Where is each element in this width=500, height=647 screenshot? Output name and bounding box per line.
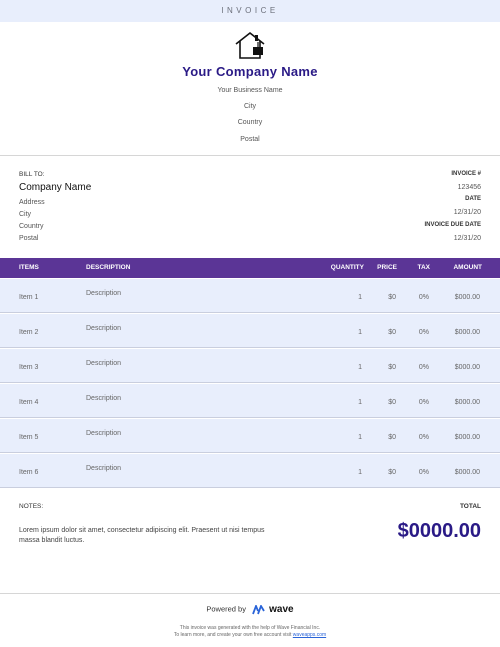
- table-row: [0, 349, 500, 383]
- row-item: Item 6: [19, 469, 39, 476]
- table-row: [0, 384, 500, 418]
- row-tax: 0%: [418, 329, 429, 336]
- total-label: TOTAL: [459, 503, 481, 510]
- invoice-date-label: DATE: [465, 196, 481, 202]
- invoice-number: 123456: [457, 184, 481, 191]
- column-header-items: ITEMS: [19, 264, 39, 271]
- row-description: Description: [86, 325, 122, 332]
- row-item: Item 2: [19, 329, 39, 336]
- row-amount: $000.00: [454, 469, 480, 476]
- row-quantity: 1: [358, 469, 362, 476]
- row-price: $0: [388, 364, 396, 371]
- row-amount: $000.00: [454, 329, 480, 336]
- table-row: [0, 419, 500, 453]
- row-tax: 0%: [418, 434, 429, 441]
- column-header-description: DESCRIPTION: [86, 264, 131, 271]
- row-item: Item 1: [19, 294, 39, 301]
- bill-to-company: Company Name: [19, 182, 92, 193]
- row-quantity: 1: [358, 399, 362, 406]
- bill-to-postal: Postal: [19, 235, 39, 242]
- row-price: $0: [388, 329, 396, 336]
- bill-to-city: City: [19, 211, 32, 218]
- footer-line-2: [0, 632, 500, 638]
- powered-by: [0, 604, 500, 615]
- row-item: Item 5: [19, 434, 39, 441]
- row-amount: $000.00: [454, 399, 480, 406]
- row-tax: 0%: [418, 399, 429, 406]
- row-description: Description: [86, 395, 122, 402]
- due-date-label: INVOICE DUE DATE: [424, 222, 481, 228]
- footer-line-2-text: To learn more, and create your own free account visit: [173, 632, 292, 638]
- row-quantity: 1: [358, 294, 362, 301]
- row-item: Item 4: [19, 399, 39, 406]
- row-price: $0: [388, 434, 396, 441]
- row-tax: 0%: [418, 364, 429, 371]
- notes-text: Lorem ipsum dolor sit amet, consectetur adipiscing elit. Praesent ut nisi tempus massa blandit luctus.: [19, 527, 265, 544]
- notes-label: NOTES:: [19, 503, 44, 510]
- column-header-tax: TAX: [417, 264, 430, 271]
- row-price: $0: [388, 294, 396, 301]
- row-description: Description: [86, 430, 122, 437]
- business-name: Your Business Name: [217, 87, 283, 94]
- wave-brand: wave: [269, 604, 294, 615]
- table-row: [0, 314, 500, 348]
- company-city: City: [243, 103, 257, 110]
- invoice-number-label: INVOICE #: [451, 171, 481, 177]
- header-divider: [0, 155, 500, 156]
- bill-to-address: Address: [19, 199, 45, 206]
- column-header-price: PRICE: [377, 264, 397, 271]
- invoice-banner: [0, 0, 500, 22]
- row-quantity: 1: [358, 434, 362, 441]
- table-row: [0, 454, 500, 488]
- row-description: Description: [86, 360, 122, 367]
- row-tax: 0%: [418, 469, 429, 476]
- row-price: $0: [388, 399, 396, 406]
- row-price: $0: [388, 469, 396, 476]
- waveapps-link[interactable]: waveapps.com: [292, 632, 327, 638]
- row-amount: $000.00: [454, 294, 480, 301]
- table-row: [0, 279, 500, 313]
- due-date: 12/31/20: [453, 235, 481, 242]
- row-quantity: 1: [358, 329, 362, 336]
- footer-divider: [0, 593, 500, 594]
- row-description: Description: [86, 465, 122, 472]
- row-quantity: 1: [358, 364, 362, 371]
- row-item: Item 3: [19, 364, 39, 371]
- column-header-amount: AMOUNT: [453, 264, 482, 271]
- house-icon: [233, 30, 267, 60]
- invoice-banner-label: INVOICE: [221, 6, 279, 15]
- bill-to-country: Country: [19, 223, 44, 230]
- company-name-title: Your Company Name: [182, 64, 318, 79]
- company-country: Country: [237, 119, 263, 126]
- wave-logo-icon: [252, 605, 265, 615]
- row-description: Description: [86, 290, 122, 297]
- row-amount: $000.00: [454, 434, 480, 441]
- row-tax: 0%: [418, 294, 429, 301]
- footer-line-1: This invoice was generated with the help of Wave Financial Inc.: [179, 625, 321, 631]
- items-table-header: [0, 258, 500, 278]
- column-header-quantity: QUANTITY: [330, 264, 364, 271]
- row-amount: $000.00: [454, 364, 480, 371]
- invoice-date: 12/31/20: [453, 209, 481, 216]
- total-amount: $0000.00: [397, 520, 481, 542]
- company-postal: Postal: [240, 136, 260, 143]
- powered-by-label: Powered by: [206, 604, 246, 614]
- bill-to-label: BILL TO:: [19, 171, 45, 178]
